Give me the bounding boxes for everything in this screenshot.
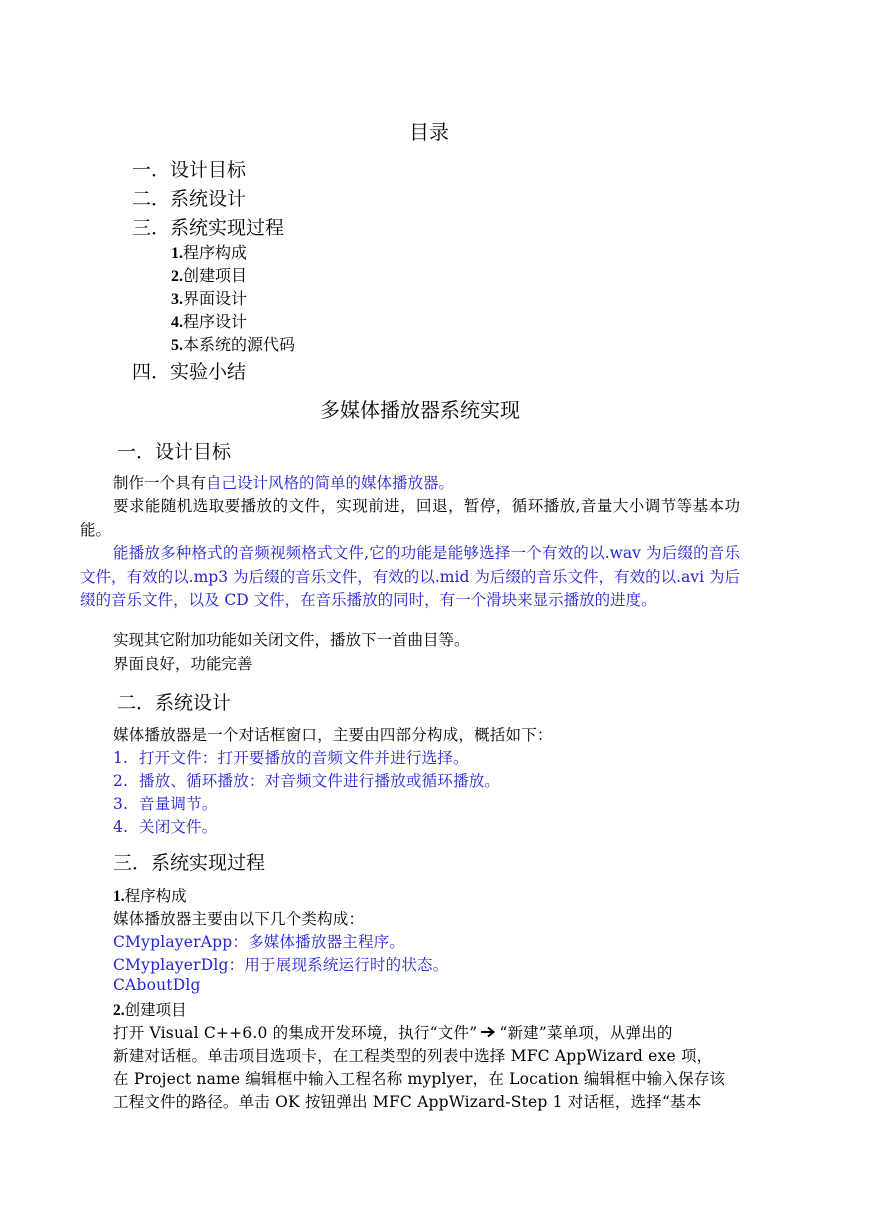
list-number: 2. [113, 772, 129, 790]
toc-sub-text: 界面设计 [183, 289, 248, 308]
toc-num: 三． [132, 217, 171, 239]
arrow-right-icon [480, 1024, 496, 1042]
toc-text: 系统实现过程 [170, 217, 285, 239]
list-number: 3. [113, 795, 129, 813]
list-text: 播放、循环播放：对音频文件进行播放或循环播放。 [139, 772, 501, 790]
subsection-title: 创建项目 [124, 1001, 187, 1019]
list-text: 打开文件：打开要播放的音频文件并进行选择。 [139, 749, 469, 767]
toc-subitem-2[interactable] [171, 263, 247, 286]
toc-subitem-1[interactable] [171, 240, 247, 263]
paragraph-goal-1 [80, 472, 740, 496]
paragraph-goal-4: 实现其它附加功能如关闭文件，播放下一首曲目等。 [113, 631, 470, 649]
toc-sub-text: 创建项目 [183, 266, 248, 285]
paragraph-goal-3: 能播放多种格式的音频视频格式文件,它的功能是能够选择一个有效的以.wav 为后缀的音乐文件，有效的以.mp3 为后缀的音乐文件，有效的以.mid 为后缀的音乐文件，有效的以.avi 为后缀的音乐文件，以及 CD 文件，在音乐播放的同时，有一个滑块来显示播放的进度。 [80, 544, 740, 609]
toc-sub-text: 程序设计 [183, 312, 248, 331]
paragraph-goal-5: 界面良好，功能完善 [113, 655, 253, 673]
document-title: 多媒体播放器系统实现 [320, 398, 520, 422]
toc-num: 四． [132, 361, 171, 383]
subsection-heading-2 [113, 998, 187, 1020]
toc-num: 二． [132, 188, 171, 210]
subsection-title: 程序构成 [124, 887, 187, 905]
line-part: “新建”菜单项，从弹出的 [499, 1024, 673, 1042]
line-part: 打开 Visual C++6.0 的集成开发环境，执行“文件” [113, 1024, 478, 1042]
toc-subitem-5[interactable] [171, 332, 295, 355]
toc-sub-text: 本系统的源代码 [183, 335, 296, 354]
list-number: 4. [113, 818, 129, 836]
toc-title: 目录 [409, 120, 449, 144]
toc-text: 实验小结 [170, 361, 247, 383]
toc-text: 设计目标 [170, 159, 247, 181]
toc-subitem-4[interactable] [171, 309, 247, 332]
composition-intro: 媒体播放器主要由以下几个类构成： [113, 910, 365, 928]
toc-sub-text: 程序构成 [183, 243, 248, 262]
toc-item-3[interactable] [132, 213, 284, 240]
paragraph-goal-2: 要求能随机选取要播放的文件，实现前进，回退，暂停，循环播放,音量大小调节等基本功能。 [80, 497, 740, 539]
list-text: 音量调节。 [139, 795, 218, 813]
section-heading-3: 三．系统实现过程 [113, 852, 266, 874]
create-project-line-1 [113, 1021, 673, 1043]
toc-item-4[interactable] [132, 357, 246, 384]
toc-text: 系统设计 [170, 188, 247, 210]
design-list-item-4 [113, 815, 218, 837]
section-heading-1: 一．设计目标 [117, 441, 232, 463]
design-list-item-3 [113, 792, 218, 814]
create-project-line-3: 在 Project name 编辑框中输入工程名称 myplyer，在 Location 编辑框中输入保存该 [113, 1070, 726, 1088]
goal-1-plain: 制作一个具有 [113, 474, 207, 492]
list-text: 关闭文件。 [139, 818, 218, 836]
toc-item-2[interactable] [132, 184, 246, 211]
class-item-3: CAboutDlg [113, 976, 201, 994]
design-intro: 媒体播放器是一个对话框窗口，主要由四部分构成，概括如下： [113, 726, 553, 744]
create-project-line-4: 工程文件的路径。单击 OK 按钮弹出 MFC AppWizard-Step 1 对话框，选择“基本 [113, 1093, 702, 1111]
toc-num: 一． [132, 159, 171, 181]
subsection-heading-1 [113, 884, 187, 906]
list-number: 1. [113, 749, 129, 767]
toc-sub-num: 4. [171, 314, 183, 331]
subsection-num: 2. [113, 1002, 125, 1019]
section-heading-2: 二．系统设计 [117, 692, 232, 714]
class-item-2: CMyplayerDlg：用于展现系统运行时的状态。 [113, 956, 449, 974]
toc-item-1[interactable] [132, 155, 246, 182]
toc-sub-num: 3. [171, 291, 183, 308]
design-list-item-1 [113, 746, 469, 768]
design-list-item-2 [113, 769, 500, 791]
subsection-num: 1. [113, 888, 125, 905]
toc-sub-num: 5. [171, 337, 183, 354]
toc-sub-num: 1. [171, 245, 183, 262]
goal-1-highlight: 自己设计风格的简单的媒体播放器。 [206, 474, 455, 492]
toc-subitem-3[interactable] [171, 286, 247, 309]
create-project-line-2: 新建对话框。单击项目选项卡，在工程类型的列表中选择 MFC AppWizard exe 项， [113, 1047, 713, 1065]
class-item-1: CMyplayerApp：多媒体播放器主程序。 [113, 933, 406, 951]
toc-sub-num: 2. [171, 268, 183, 285]
